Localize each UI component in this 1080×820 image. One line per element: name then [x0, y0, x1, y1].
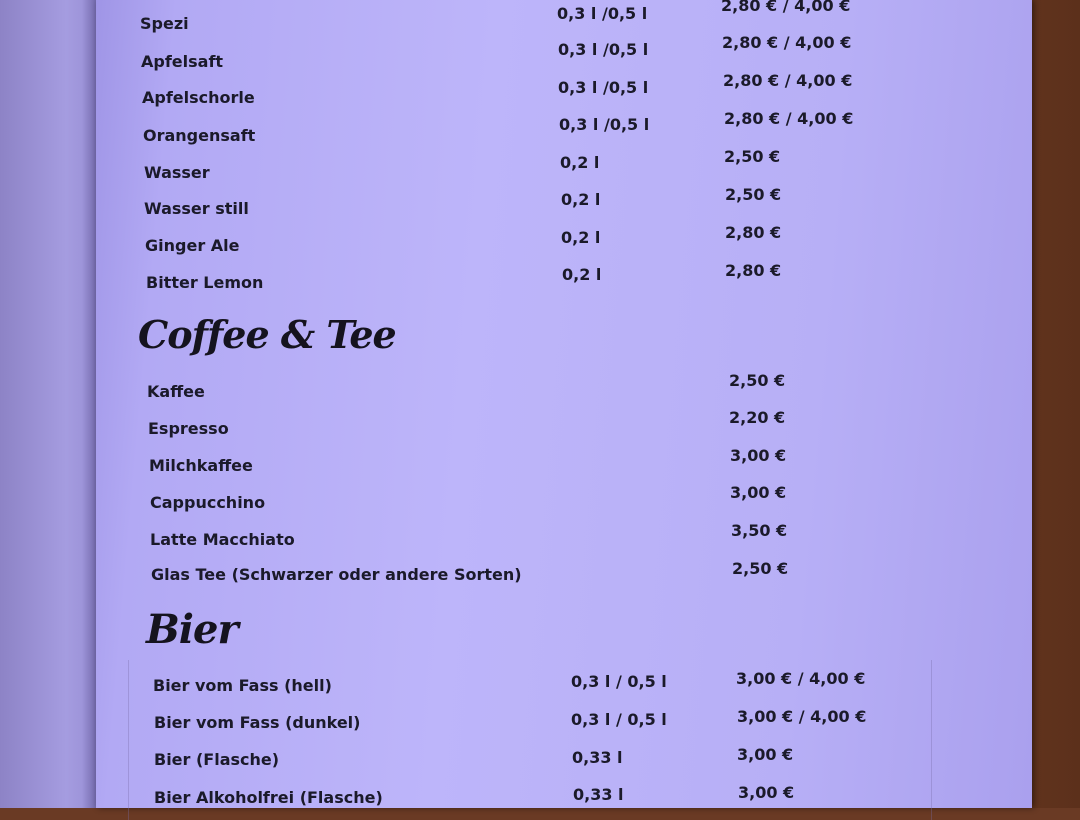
menu-item-price: 2,50 €: [724, 147, 781, 166]
menu-item-name: Apfelschorle: [142, 88, 255, 107]
menu-item-size: 0,2 l: [562, 265, 602, 284]
menu-item-size: 0,33 l: [573, 785, 624, 804]
menu-item-price: 2,80 € / 4,00 €: [724, 109, 854, 128]
menu-item-price: 2,80 € / 4,00 €: [723, 71, 853, 90]
menu-item-price: 2,20 €: [729, 408, 786, 427]
menu-item-name: Milchkaffee: [149, 456, 253, 475]
menu-item-size: 0,2 l: [561, 228, 601, 247]
menu-item-name: Bitter Lemon: [146, 273, 264, 292]
menu-item-size: 0,3 l /0,5 l: [558, 78, 649, 97]
menu-item-price: 3,00 €: [730, 446, 787, 465]
menu-item-name: Spezi: [140, 14, 189, 33]
menu-item-size: 0,3 l /0,5 l: [559, 115, 650, 134]
menu-item-name: Wasser still: [144, 199, 249, 218]
menu-item-price: 2,50 €: [732, 559, 789, 578]
menu-item-price: 3,50 €: [731, 521, 788, 540]
menu-item-price: 2,50 €: [729, 371, 786, 390]
menu-item-price: 3,00 € / 4,00 €: [737, 707, 867, 726]
menu-item-name: Cappucchino: [150, 493, 266, 512]
menu-item-price: 2,80 €: [725, 223, 782, 242]
menu-item-name: Latte Macchiato: [150, 530, 295, 549]
menu-item-size: 0,3 l /0,5 l: [558, 40, 649, 59]
menu-item-size: 0,3 l /0,5 l: [557, 4, 648, 23]
menu-item-price: 2,80 € / 4,00 €: [721, 0, 851, 15]
menu-item-size: 0,2 l: [560, 153, 600, 172]
menu-item-name: Apfelsaft: [141, 52, 224, 71]
menu-item-name: Bier vom Fass (dunkel): [154, 713, 361, 732]
menu-item-name: Ginger Ale: [145, 236, 240, 255]
menu-item-size: 0,33 l: [572, 748, 623, 767]
section-heading-beer: Bier: [146, 606, 238, 653]
menu-item-price: 2,80 € / 4,00 €: [722, 33, 852, 52]
menu-item-price: 3,00 €: [737, 745, 794, 764]
menu-item-name: Orangensaft: [143, 126, 256, 145]
menu-item-name: Kaffee: [147, 382, 205, 401]
menu-item-name: Wasser: [144, 163, 210, 182]
menu-item-size: 0,3 l / 0,5 l: [571, 672, 667, 691]
menu-item-size: 0,3 l / 0,5 l: [571, 710, 667, 729]
menu-item-size: 0,2 l: [561, 190, 601, 209]
menu-item-price: 2,50 €: [725, 185, 782, 204]
menu-item-name: Espresso: [148, 419, 229, 438]
menu-item-name: Bier Alkoholfrei (Flasche): [154, 788, 383, 807]
menu-item-price: 3,00 €: [730, 483, 787, 502]
menu-item-price: 3,00 € / 4,00 €: [736, 669, 866, 688]
menu-item-price: 2,80 €: [725, 261, 782, 280]
section-heading-coffee: Coffee & Tee: [138, 312, 396, 357]
menu-item-name: Bier (Flasche): [154, 750, 280, 769]
menu-item-name: Bier vom Fass (hell): [153, 676, 332, 695]
menu-item-name: Glas Tee (Schwarzer oder andere Sorten): [151, 565, 522, 584]
menu-item-price: 3,00 €: [738, 783, 795, 802]
